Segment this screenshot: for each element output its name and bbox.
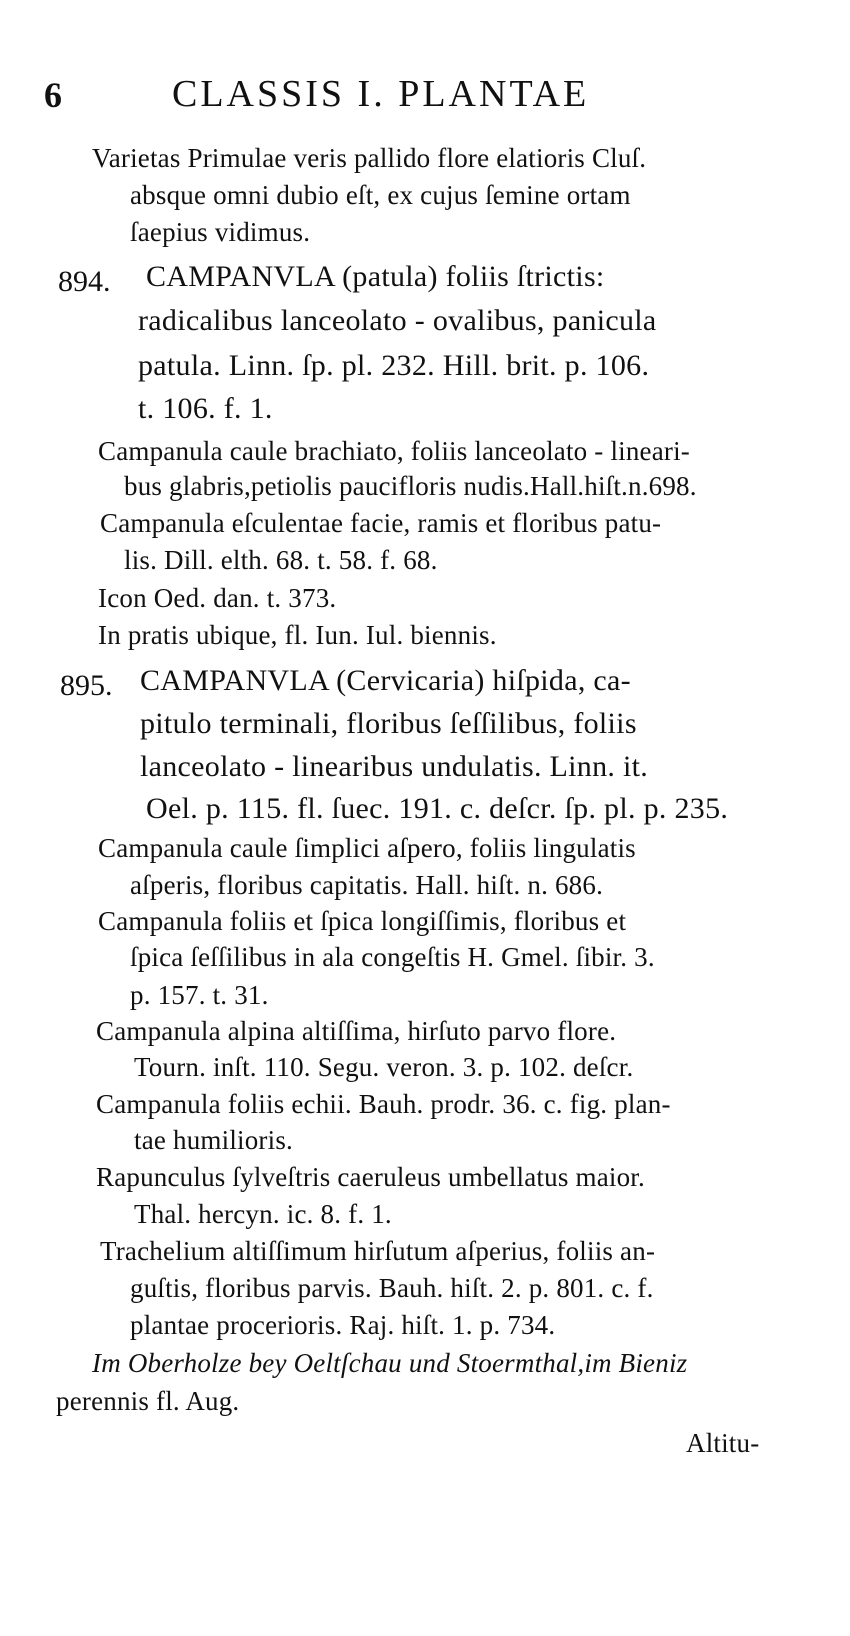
locality-line: Im Oberholze bey Oeltſchau und Stoermthal,im Bieniz <box>92 1348 688 1378</box>
running-title: CLASSIS I. PLANTAE <box>172 73 590 115</box>
catchword: Altitu- <box>686 1428 760 1458</box>
entry-number: 894. <box>58 265 111 298</box>
text-line: pitulo terminali, floribus ſeſſilibus, foliis <box>140 707 637 740</box>
text-line: Oel. p. 115. fl. ſuec. 191. c. deſcr. ſp. pl. p. 235. <box>146 792 729 825</box>
entry-heading: CAMPANVLA (patula) foliis ſtrictis: <box>146 260 605 293</box>
synonym-line: Tourn. inſt. 110. Segu. veron. 3. p. 102. deſcr. <box>134 1052 634 1082</box>
text-line: t. 106. f. 1. <box>138 392 273 425</box>
synonym-line: Rapunculus ſylveſtris caeruleus umbellatus maior. <box>96 1162 645 1192</box>
synonym-line: Campanula eſculentae facie, ramis et floribus patu- <box>100 508 662 538</box>
page-number: 6 <box>44 75 62 115</box>
synonym-line: Campanula foliis et ſpica longiſſimis, floribus et <box>98 906 627 936</box>
synonym-line: p. 157. t. 31. <box>130 980 269 1010</box>
synonym-line: Trachelium altiſſimum hirſutum aſperius, foliis an- <box>100 1236 656 1266</box>
text-line: lanceolato - linearibus undulatis. Linn. it. <box>140 750 649 783</box>
synonym-line: tae humilioris. <box>134 1125 293 1155</box>
synonym-line: aſperis, floribus capitatis. Hall. hiſt. n. 686. <box>130 870 604 900</box>
text-line: radicalibus lanceolato - ovalibus, panicula <box>138 304 657 337</box>
synonym-line: Campanula caule brachiato, foliis lanceolato - lineari- <box>98 436 691 466</box>
entry-heading: CAMPANVLA (Cervicaria) hiſpida, ca- <box>140 664 631 697</box>
text-line: patula. Linn. ſp. pl. 232. Hill. brit. p. 106. <box>138 349 650 382</box>
synonym-line: Campanula alpina altiſſima, hirſuto parvo flore. <box>96 1016 617 1046</box>
synonym-line: plantae procerioris. Raj. hiſt. 1. p. 734. <box>130 1310 556 1340</box>
synonym-line: ſpica ſeſſilibus in ala congeſtis H. Gmel. ſibir. 3. <box>130 942 655 972</box>
synonym-line: Icon Oed. dan. t. 373. <box>98 583 337 613</box>
synonym-line: Campanula foliis echii. Bauh. prodr. 36. c. fig. plan- <box>96 1089 671 1119</box>
habitat-line: In pratis ubique, fl. Iun. Iul. biennis. <box>98 620 497 650</box>
text-line: Varietas Primulae veris pallido flore elatioris Cluſ. <box>92 143 647 173</box>
text-line: absque omni dubio eſt, ex cujus ſemine ortam <box>130 180 631 210</box>
synonym-line: Campanula caule ſimplici aſpero, foliis lingulatis <box>98 833 636 863</box>
text-line: ſaepius vidimus. <box>130 217 311 247</box>
synonym-line: Thal. hercyn. ic. 8. f. 1. <box>134 1199 392 1229</box>
synonym-line: bus glabris,petiolis paucifloris nudis.Hall.hiſt.n.698. <box>124 471 697 501</box>
synonym-line: lis. Dill. elth. 68. t. 58. f. 68. <box>124 545 438 575</box>
locality-line: perennis fl. Aug. <box>56 1386 240 1416</box>
synonym-line: guſtis, floribus parvis. Bauh. hiſt. 2. p. 801. c. f. <box>130 1273 654 1303</box>
entry-number: 895. <box>60 669 113 702</box>
